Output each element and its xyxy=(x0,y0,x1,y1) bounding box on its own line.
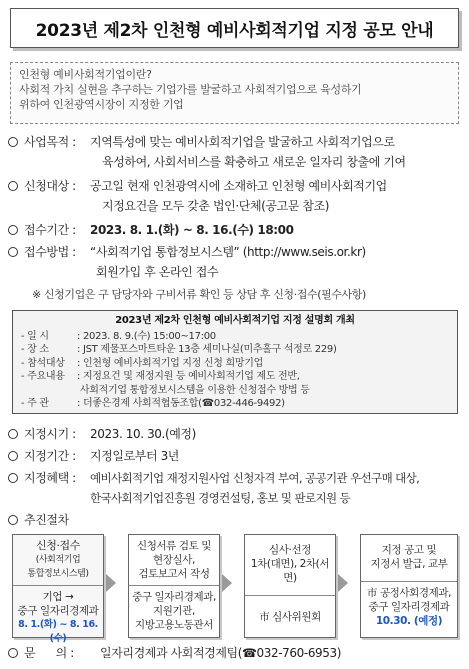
designation-term-value: 지정일로부터 3년 xyxy=(90,449,179,463)
method-text: “사회적기업 통합정보시스템” (http://www.seis.or.kr) xyxy=(90,245,366,259)
period-label: 접수기간 : xyxy=(24,223,76,237)
procedure-row xyxy=(8,510,69,530)
page-title: 2023년 제2차 인천형 예비사회적기업 지정 공모 안내 xyxy=(35,20,434,41)
purpose-label: 사업목적 : xyxy=(24,135,76,149)
arrow-right-icon xyxy=(222,574,232,592)
circle-bullet-icon xyxy=(8,225,18,235)
period-value: 2023. 8. 1.(화) ~ 8. 16.(수) 18:00 xyxy=(90,223,294,237)
designation-date-value: 2023. 10. 30.(예정) xyxy=(90,427,196,441)
circle-bullet-icon xyxy=(8,429,18,439)
session-row: - 주요내용 : 지정요건 및 재정지원 등 예비사회적기업 제도 전반, xyxy=(21,371,300,382)
circle-bullet-icon xyxy=(8,247,18,257)
eligibility-label: 신청대상 : xyxy=(24,179,76,193)
session-row: 사회적기업 통합정보시스템을 이용한 신청접수 방법 등 xyxy=(77,384,310,396)
contact-value: 일자리경제과 사회적경제팀(☎032-760-6953) xyxy=(100,646,342,660)
arrow-right-icon xyxy=(338,574,348,592)
step-screening: 심사·선정 1차(대면), 2차(서면) 市 심사위원회 xyxy=(244,534,336,638)
purpose-row xyxy=(8,132,76,152)
intro-box xyxy=(10,62,459,124)
method-label: 접수방법 : xyxy=(24,245,76,259)
method-text: 회원가입 후 온라인 접수 xyxy=(96,265,219,279)
circle-bullet-icon xyxy=(8,137,18,147)
session-row: - 주 관 : 더좋은경제 사회적협동조합(☎032-446-9492) xyxy=(21,398,285,409)
designation-term-label: 지정기간 : xyxy=(24,449,76,463)
method-row xyxy=(8,242,76,262)
benefits-text: 한국사회적기업진흥원 경영컨설팅, 홍보 및 판로지원 등 xyxy=(90,491,351,505)
designation-date-row xyxy=(8,424,76,444)
intro-heading: 인천형 예비사회적기업이란? xyxy=(19,68,152,81)
title-box xyxy=(10,8,459,48)
purpose-text: 육성하여, 사회서비스를 확충하고 새로운 일자리 창출에 기여 xyxy=(102,155,406,169)
step-review: 신청서류 검토 및 현장실사, 검토보고서 작성 중구 일자리경제과, 지원기관, 지방고용노동관서 xyxy=(128,534,220,638)
intro-text-line: 사회적 가치 실현을 추구하는 기업가를 발굴하고 사회적기업으로 육성하기 xyxy=(19,83,362,96)
procedure-label: 추진절차 xyxy=(24,513,69,527)
contact-row xyxy=(8,643,74,663)
eligibility-text: 지정요건을 모두 갖춘 법인·단체(공고문 참조) xyxy=(102,199,330,213)
step-application: 신청·접수 (사회적기업 통합정보시스템) 기업 → 중구 일자리경제과 8. 1.(화) ~ 8. 16.(수) xyxy=(12,534,104,638)
step-designation: 지정 공고 및 지정서 발급, 교부 市 공정사회경제과, 중구 일자리경제과 10.30. (예정) xyxy=(360,534,458,638)
circle-bullet-icon xyxy=(8,181,18,191)
benefits-row xyxy=(8,468,76,488)
eligibility-row xyxy=(8,176,76,196)
period-row xyxy=(8,220,76,240)
purpose-text: 지역특성에 맞는 예비사회적기업을 발굴하고 사회적기업으로 xyxy=(90,135,395,149)
benefits-text: 예비사회적기업 재정지원사업 신청자격 부여, 공공기관 우선구매 대상, xyxy=(90,471,420,485)
session-row: - 참석대상 : 인천형 예비사회적기업 지정 신청 희망기업 xyxy=(21,357,263,369)
session-row: - 장 소 : JST 제물포스마트타운 13층 세미나실(미추홀구 석정로 229) xyxy=(21,344,337,355)
eligibility-text: 공고일 현재 인천광역시에 소재하고 인천형 예비사회적기업 xyxy=(90,179,387,193)
session-info-box xyxy=(12,310,458,414)
session-title: 2023년 제2차 인천형 예비사회적기업 지정 설명회 개최 xyxy=(115,315,355,326)
contact-label: 문 의 : xyxy=(24,646,74,660)
circle-bullet-icon xyxy=(8,648,18,658)
arrow-right-icon xyxy=(106,574,116,592)
benefits-label: 지정혜택 : xyxy=(24,471,76,485)
session-row: - 일 시 : 2023. 8. 9.(수) 15:00~17:00 xyxy=(21,330,216,342)
designation-term-row xyxy=(8,446,76,466)
designation-date-label: 지정시기 : xyxy=(24,427,76,441)
circle-bullet-icon xyxy=(8,451,18,461)
intro-text-line: 위하여 인천광역시장이 지정한 기업 xyxy=(19,98,184,111)
notice-text: ※ 신청기업은 구 담당자와 구비서류 확인 등 상담 후 신청·접수(필수사항) xyxy=(32,288,366,301)
circle-bullet-icon xyxy=(8,473,18,483)
circle-bullet-icon xyxy=(8,515,18,525)
